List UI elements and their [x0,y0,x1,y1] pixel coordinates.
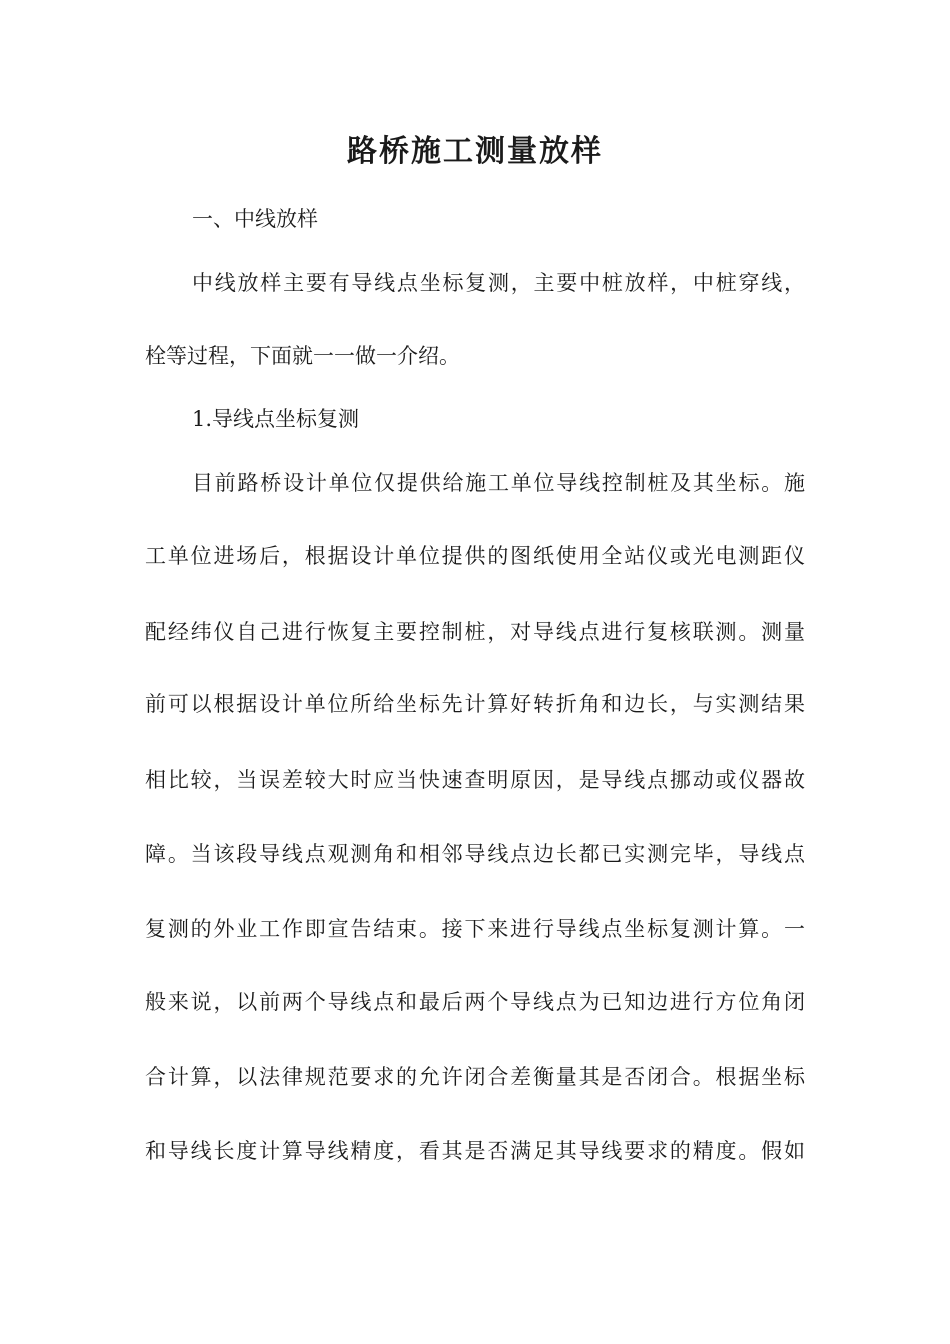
paragraph-line: 中线放样主要有导线点坐标复测，主要中桩放样，中桩穿线， [192,271,805,295]
paragraph-line: 工单位进场后，根据设计单位提供的图纸使用全站仪或光电测距仪 [145,544,805,568]
paragraph-line: 配经纬仪自己进行恢复主要控制桩，对导线点进行复核联测。测量 [145,620,805,644]
section-heading-centerline-layout: 一、中线放样 [192,207,318,231]
paragraph-line: 复测的外业工作即宣告结束。接下来进行导线点坐标复测计算。一 [145,917,805,941]
paragraph-line: 障。当该段导线点观测角和相邻导线点边长都已实测完毕，导线点 [145,842,805,866]
subsection-heading-traverse-recheck: 1.导线点坐标复测 [192,407,360,431]
paragraph-line: 和导线长度计算导线精度，看其是否满足其导线要求的精度。假如 [145,1139,805,1163]
paragraph-line: 栓等过程，下面就一一做一介绍。 [145,344,460,368]
paragraph-line: 般来说，以前两个导线点和最后两个导线点为已知边进行方位角闭 [145,990,805,1014]
paragraph-line: 目前路桥设计单位仅提供给施工单位导线控制桩及其坐标。施 [192,471,805,495]
paragraph-line: 合计算，以法律规范要求的允许闭合差衡量其是否闭合。根据坐标 [145,1065,805,1089]
paragraph-line: 前可以根据设计单位所给坐标先计算好转折角和边长，与实测结果 [145,692,805,716]
document-title: 路桥施工测量放样 [347,134,603,169]
paragraph-line: 相比较，当误差较大时应当快速查明原因，是导线点挪动或仪器故 [145,768,805,792]
